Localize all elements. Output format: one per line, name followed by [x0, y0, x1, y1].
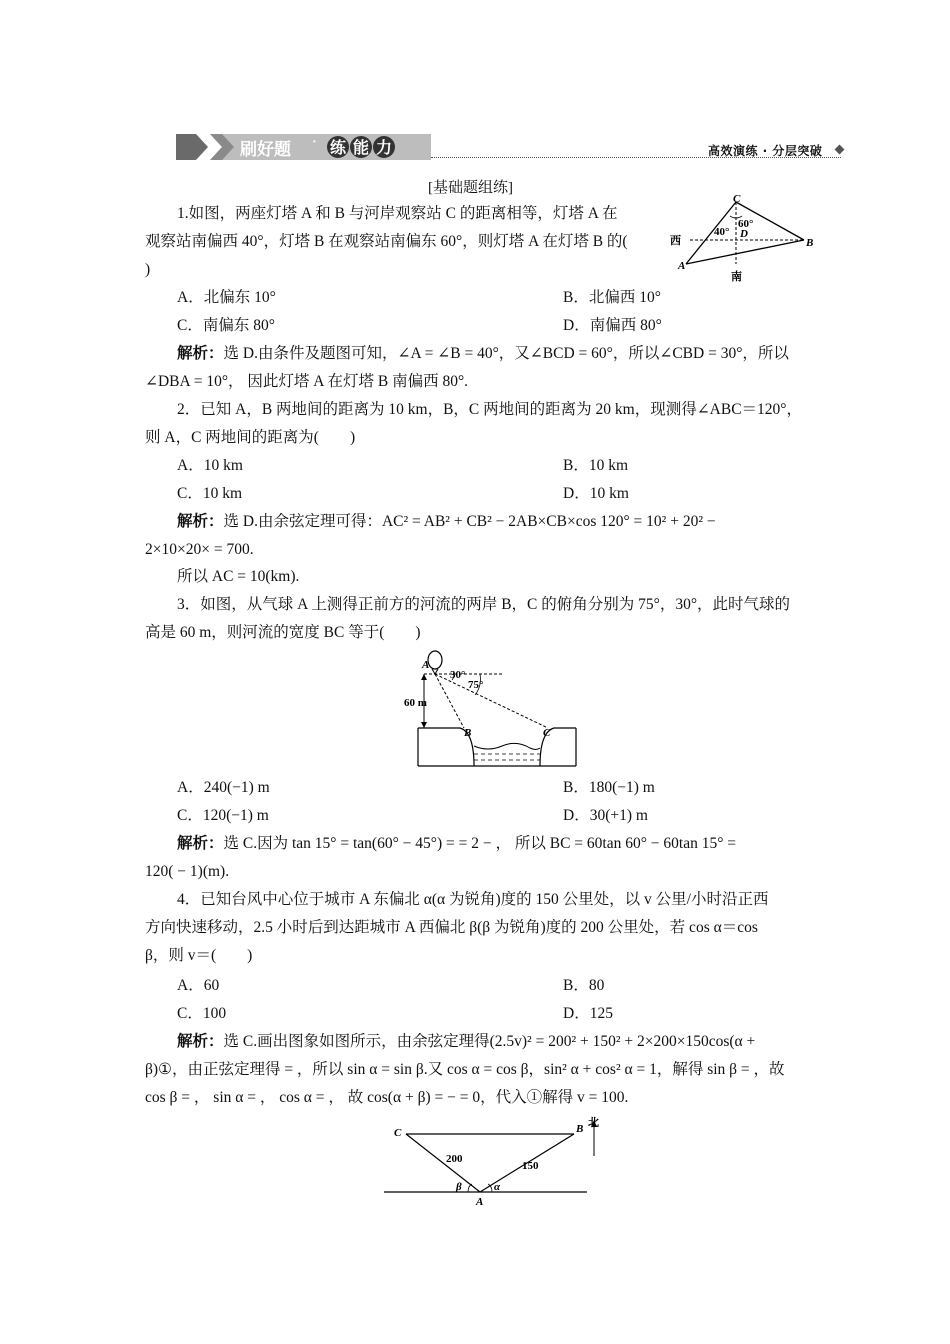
q1-option-b[interactable]: B．北偏西 10°	[563, 289, 661, 306]
q4-option-b[interactable]: B．80	[563, 977, 605, 994]
header-banner	[176, 130, 431, 162]
q2-line-1: 2．已知 A，B 两地间的距离为 10 km，B，C 两地间的距离为 20 km，现测得∠ABC＝120°，	[177, 401, 803, 418]
q4-line-3: β，则 v＝( )	[145, 947, 253, 964]
q1-fig-angle-60: 60°	[738, 218, 754, 230]
q3-fig-label-b: B	[464, 727, 472, 739]
q4-solution-label: 解析：	[177, 1033, 224, 1050]
q2-solution-line-3: 所以 AC = 10(km).	[177, 568, 300, 585]
q3-figure	[402, 648, 582, 770]
q1-solution-line-1	[177, 344, 789, 364]
q1-line-1: 1.如图，两座灯塔 A 和 B 与河岸观察站 C 的距离相等，灯塔 A 在	[177, 205, 618, 222]
q3-fig-label-height: 60 m	[404, 697, 427, 709]
q1-fig-label-c: C	[733, 193, 741, 205]
q4-fig-label-a: A	[476, 1196, 484, 1208]
header-brand-a: 刷好题	[240, 140, 291, 160]
q4-line-1: 4．已知台风中心位于城市 A 东偏北 α(α 为锐角)度的 150 公里处，以 v 公里/小时沿正西	[177, 891, 769, 908]
q4-solution-line-2: β)①，由正弦定理得 = ，所以 sin α = sin β.又 cos α = cos β，sin² α + cos² α = 1，解得 sin β = ，故	[145, 1061, 785, 1078]
q3-fig-angle-30: 30°	[450, 669, 466, 681]
q2-line-2: 则 A，C 两地间的距离为( )	[145, 429, 356, 446]
q3-line-2: 高是 60 m，则河流的宽度 BC 等于( )	[145, 624, 421, 641]
q1-fig-label-d: D	[740, 228, 748, 240]
q2-solution-line-1	[177, 512, 716, 532]
q4-solution-line-3: cos β = ， sin α = ， cos α = ， 故 cos(α + β) = − = 0，代入①解得 v = 100.	[145, 1089, 629, 1106]
q4-fig-distance-150: 150	[522, 1160, 539, 1172]
q3-solution-line-2: 120( − 1)(m).	[145, 863, 230, 880]
header-brand-dot: ·	[312, 135, 317, 150]
q1-line-2: 观察站南偏西 40°，灯塔 B 在观察站南偏东 60°，则灯塔 A 在灯塔 B 的(	[145, 233, 628, 250]
q3-solution-line-1	[177, 834, 736, 854]
q4-fig-label-b: B	[576, 1123, 584, 1135]
q4-fig-angle-alpha: α	[494, 1181, 501, 1193]
q3-solution-text-1: 选 C.因为 tan 15° = tan(60° − 45°) = = 2 − ， 所以 BC = 60tan 60° − 60tan 15° =	[223, 835, 737, 852]
q3-option-b[interactable]: B．180(−1) m	[563, 779, 655, 796]
q2-solution-text-1: 选 D.由余弦定理可得：AC² = AB² + CB² − 2AB×CB×cos 120° = 10² + 20² −	[223, 513, 716, 530]
q2-option-b[interactable]: B．10 km	[563, 457, 629, 474]
q2-solution-line-2: 2×10×20× = 700.	[145, 541, 254, 558]
q3-fig-label-c: C	[543, 727, 551, 739]
header-right-text: 高效演练 · 分层突破	[708, 144, 823, 158]
q1-fig-label-south: 南	[731, 270, 742, 283]
q3-option-a[interactable]: A．240(−1) m	[177, 779, 270, 796]
q2-solution-label: 解析：	[177, 513, 224, 530]
header-brand-char-1: 练	[330, 138, 347, 157]
q3-option-c[interactable]: C．120(−1) m	[177, 807, 269, 824]
q4-fig-distance-200: 200	[446, 1153, 463, 1165]
q4-fig-angle-beta: β	[456, 1181, 462, 1193]
q1-solution-text-1: 选 D.由条件及题图可知，∠A = ∠B = 40°，又∠BCD = 60°，所以∠CBD = 30°，所以	[223, 345, 789, 362]
header-brand-char-3: 力	[376, 138, 393, 157]
q4-solution-line-1	[177, 1032, 755, 1052]
q1-line-3: )	[145, 261, 151, 278]
q3-solution-label: 解析：	[177, 835, 224, 852]
q4-option-c[interactable]: C．100	[177, 1005, 227, 1022]
q4-option-a[interactable]: A．60	[177, 977, 220, 994]
q3-fig-label-a: A	[422, 659, 430, 671]
q2-option-d[interactable]: D．10 km	[563, 485, 629, 502]
q1-solution-line-2: ∠DBA = 10°， 因此灯塔 A 在灯塔 B 南偏西 80°.	[145, 373, 469, 390]
q1-option-d[interactable]: D．南偏西 80°	[563, 317, 662, 334]
q1-fig-label-west: 西	[670, 234, 681, 247]
diamond-icon	[835, 145, 845, 155]
q3-line-1: 3．如图，从气球 A 上测得正前方的河流的两岸 B，C 的俯角分别为 75°，30°，此时气球的	[177, 596, 791, 613]
header-brand-char-2: 能	[353, 138, 370, 157]
q1-option-a[interactable]: A．北偏东 10°	[177, 289, 276, 306]
q1-option-c[interactable]: C．南偏东 80°	[177, 317, 275, 334]
q4-line-2: 方向快速移动，2.5 小时后到达距城市 A 西偏北 β(β 为锐角)度的 200 公里处，若 cos α＝cos	[145, 919, 758, 936]
q1-figure	[668, 192, 818, 284]
q4-solution-text-1: 选 C.画出图象如图所示，由余弦定理得(2.5v)² = 200² + 150² + 2×200×150cos(α +	[223, 1033, 756, 1050]
q2-option-a[interactable]: A．10 km	[177, 457, 243, 474]
q1-solution-label: 解析：	[177, 345, 224, 362]
q1-fig-label-b: B	[806, 237, 814, 249]
q3-fig-angle-75: 75°	[468, 679, 484, 691]
q4-fig-label-north: 北	[588, 1116, 599, 1129]
q1-fig-label-a: A	[678, 260, 686, 272]
q1-fig-angle-40: 40°	[714, 226, 730, 238]
section-title: [基础题组练]	[428, 180, 513, 196]
q3-option-d[interactable]: D．30(+1) m	[563, 807, 648, 824]
q4-figure	[382, 1112, 607, 1208]
q4-fig-label-c: C	[394, 1127, 402, 1139]
q4-option-d[interactable]: D．125	[563, 1005, 613, 1022]
q2-option-c[interactable]: C．10 km	[177, 485, 243, 502]
